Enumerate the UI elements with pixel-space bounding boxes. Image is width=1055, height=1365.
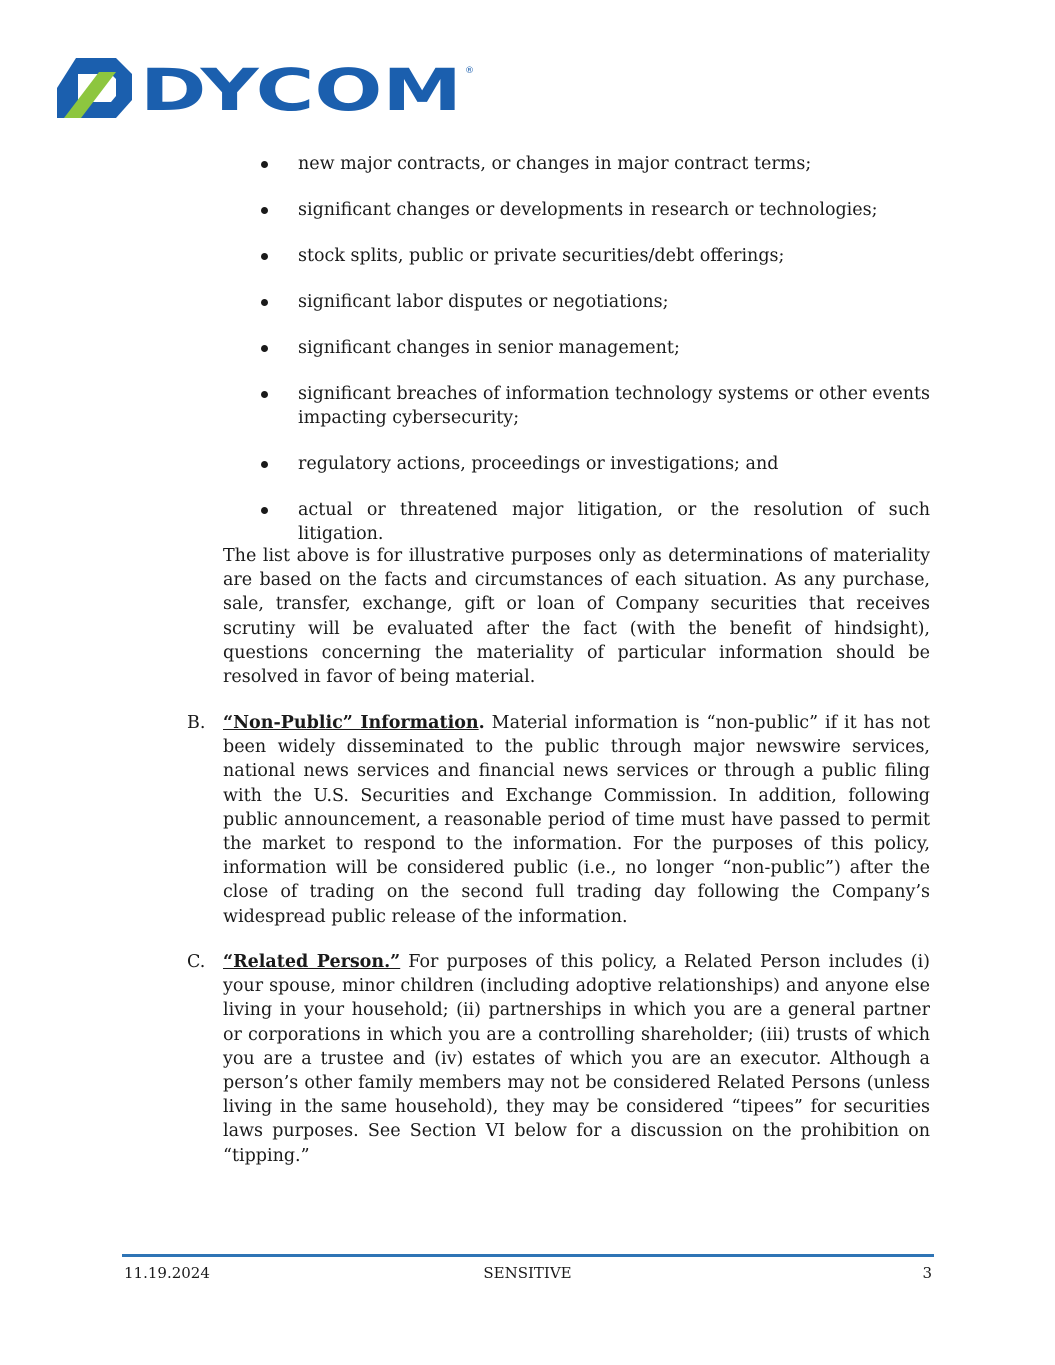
logo-wordmark: DYCOM — [140, 56, 462, 124]
bullet-icon — [261, 253, 268, 260]
section-c-text: For purposes of this policy, a Related Person includes (i) your spouse, minor children (including adoptive relationships) and anyone else living in your household; (ii) partnerships in which you are a general partner or corporations in which you are a controlling shareholder; (iii) trusts of which you are a trustee and (iv) estates of which you are an executor. Although a person’s other family members may not be considered Related Persons (unless living in the same household), they may be considered “tipees” for securities laws purposes. See Section VI below for a discussion on the prohibition on “tipping.” — [223, 952, 930, 1166]
section-b-heading-period: . — [478, 713, 485, 733]
section-b-heading: “Non-Public” Information — [223, 713, 479, 733]
section-c-body — [223, 950, 930, 1168]
footer-divider — [122, 1254, 934, 1257]
bullet-icon — [261, 391, 268, 398]
footer-date: 11.19.2024 — [124, 1264, 210, 1282]
list-item: actual or threatened major litigation, or the resolution of such litigation. — [258, 498, 930, 546]
bullet-icon — [261, 461, 268, 468]
bullet-icon — [261, 207, 268, 214]
list-item: stock splits, public or private securities/debt offerings; — [258, 244, 930, 268]
illustrative-paragraph: The list above is for illustrative purposes only as determinations of materiality are based on the facts and circumstances of each situation. As any purchase, sale, transfer, exchange, gift or loan of Company securities that receives scrutiny will be evaluated after the fact (with the benefit of hindsight), questions concerning the materiality of particular information should be resolved in favor of being material. — [223, 546, 930, 688]
dycom-logo — [56, 52, 476, 124]
list-item: significant breaches of information technology systems or other events impacting cybersecurity; — [258, 382, 930, 430]
section-b — [187, 711, 930, 929]
list-item: significant changes in senior management; — [258, 336, 930, 360]
section-b-text: Material information is “non-public” if it has not been widely disseminated to the public through major newswire services, national news services and financial news services or through a public filing with the U.S. Securities and Exchange Commission. In addition, following public announcement, a reasonable period of time must have passed to permit the market to respond to the information. For the purposes of this policy, information will be considered public (i.e., no longer “non-public”) after the close of trading on the second full trading day following the Company’s widespread public release of the information. — [223, 713, 930, 927]
list-item: regulatory actions, proceedings or investigations; and — [258, 452, 930, 476]
section-b-letter: B. — [187, 713, 206, 733]
footer-classification: SENSITIVE — [483, 1264, 572, 1282]
registered-mark: ® — [465, 66, 474, 76]
section-c-letter: C. — [187, 952, 206, 972]
section-c — [187, 950, 930, 1168]
bullet-icon — [261, 345, 268, 352]
list-item: significant changes or developments in research or technologies; — [258, 198, 930, 222]
page-number: 3 — [922, 1264, 932, 1282]
section-b-body — [223, 711, 930, 929]
list-item: new major contracts, or changes in major contract terms; — [258, 152, 930, 176]
bullet-icon — [261, 161, 268, 168]
materiality-examples-list — [258, 152, 930, 568]
list-item: significant labor disputes or negotiations; — [258, 290, 930, 314]
bullet-icon — [261, 299, 268, 306]
section-c-heading: “Related Person.” — [223, 952, 401, 972]
bullet-icon — [261, 507, 268, 514]
